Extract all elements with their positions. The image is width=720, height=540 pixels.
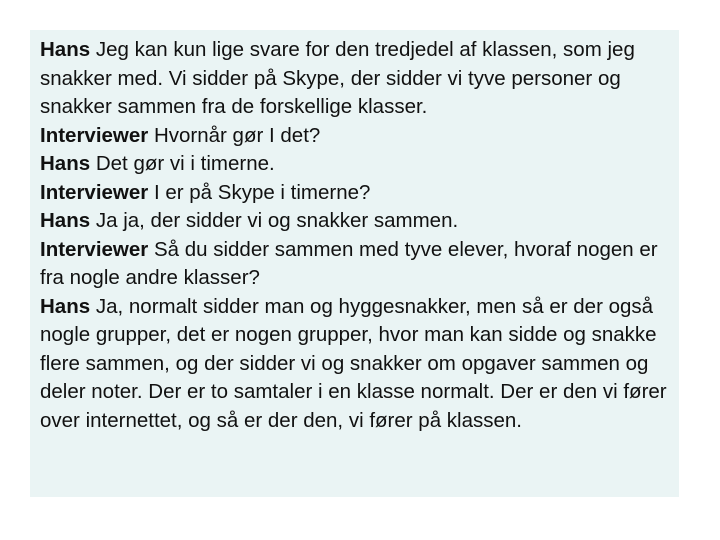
utterance-text: Det gør vi i timerne. (95, 152, 275, 175)
transcript-turn (40, 150, 680, 179)
utterance-text: Hvornår gør I det? (153, 123, 321, 147)
utterance-text: I er på Skype i timerne? (153, 180, 371, 204)
transcript-turn (40, 207, 680, 236)
transcript-turn (40, 293, 680, 436)
speaker-name: Hans (40, 38, 91, 61)
speaker-name: Hans (40, 294, 91, 318)
transcript-turn (40, 179, 680, 208)
utterance-text: Ja, normalt sidder man og hyggesnakker, men så er der også nogle grupper, det er nogen grupper, hvor man kan sidde og snakke flere sammen, og der sidder vi og snakker om opgaver sammen og deler noter. Der er to samtaler i en klasse normalt. Der er den vi fører over internettet, og så er der den, vi fører på klassen. (40, 294, 667, 432)
utterance-text: Jeg kan kun lige svare for den tredjedel af klassen, som jeg snakker med. Vi sidder på Skype, der sidder vi tyve personer og snakker sammen fra de forskellige klasser. (40, 38, 635, 118)
utterance-text: Så du sidder sammen med tyve elever, hvoraf nogen er fra nogle andre klasser? (40, 237, 658, 289)
transcript-turn (40, 236, 680, 293)
utterance-text: Ja ja, der sidder vi og snakker sammen. (95, 209, 459, 232)
transcript-turn (40, 122, 680, 151)
speaker-name: Interviewer (40, 123, 149, 147)
speaker-name: Interviewer (40, 180, 149, 204)
speaker-name: Hans (40, 209, 91, 232)
transcript-turn (40, 36, 680, 122)
speaker-name: Interviewer (40, 237, 149, 261)
interview-transcript (40, 36, 680, 435)
transcript-panel (30, 30, 679, 497)
speaker-name: Hans (40, 152, 91, 175)
